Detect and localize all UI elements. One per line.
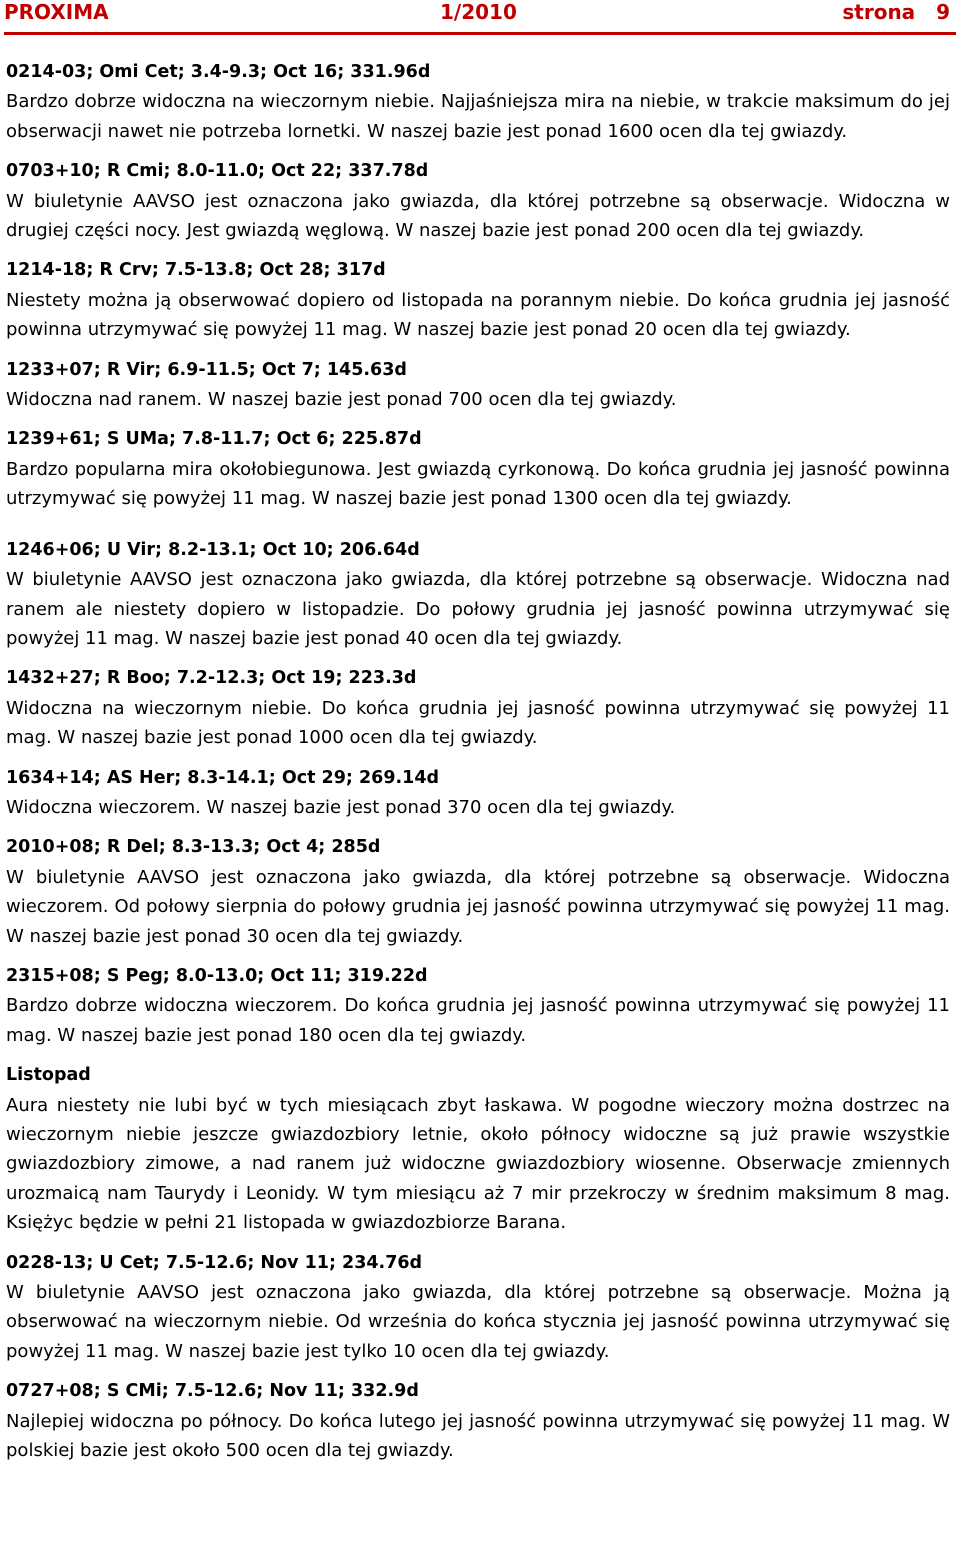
- star-entry: [6, 764, 950, 823]
- entry-text: Bardzo dobrze widoczna na wieczornym niebie. Najjaśniejsza mira na niebie, w trakcie maksimum do jej obserwacji nawet nie potrzeba lornetki. W naszej bazie jest ponad 1600 ocen dla tej gwiazdy.: [6, 91, 950, 142]
- entry-text: Bardzo popularna mira okołobiegunowa. Jest gwiazdą cyrkonową. Do końca grudnia jej jasność powinna utrzymywać się powyżej 11 mag. W naszej bazie jest ponad 1300 ocen dla tej gwiazdy.: [6, 458, 950, 510]
- section-heading: Listopad: [6, 1065, 91, 1086]
- entry-text: W biuletynie AAVSO jest oznaczona jako gwiazda, dla której potrzebne są obserwacje. Widoczna wieczorem. Od połowy sierpnia do połowy grudnia jej jasność powinna utrzymywać się powyżej 11 mag. W naszej bazie jest ponad 30 ocen dla tej gwiazdy.: [6, 866, 950, 947]
- section-text: Aura niestety nie lubi być w tych miesiącach zbyt łaskawa. W pogodne wieczory można dostrzec na wieczornym niebie jeszcze gwiazdozbiory letnie, około północy widoczne są już prawie wszystkie gwiazdozbiory zimowe, a nad ranem już widoczne gwiazdozbiory wiosenne. Obserwacje zmiennych urozmaicą nam Taurydy i Leonidy. W tym miesiącu aż 7 mir przekroczy w średnim maksimum 8 mag. Księżyc będzie w pełni 21 listopada w gwiazdozbiorze Barana.: [6, 1094, 950, 1234]
- star-entry: [6, 833, 950, 951]
- star-entry: [6, 58, 950, 146]
- star-entry: [6, 962, 950, 1050]
- entry-heading: 1233+07; R Vir; 6.9-11.5; Oct 7; 145.63d: [6, 359, 407, 380]
- entry-text: Widoczna wieczorem. W naszej bazie jest ponad 370 ocen dla tej gwiazdy.: [6, 796, 676, 818]
- entry-heading: 1214-18; R Crv; 7.5-13.8; Oct 28; 317d: [6, 260, 386, 281]
- entry-heading: 2010+08; R Del; 8.3-13.3; Oct 4; 285d: [6, 837, 381, 858]
- entry-heading: 1246+06; U Vir; 8.2-13.1; Oct 10; 206.64d: [6, 539, 420, 560]
- entry-text: Widoczna na wieczornym niebie. Do końca grudnia jej jasność powinna utrzymywać się powyżej 11 mag. W naszej bazie jest ponad 1000 ocen dla tej gwiazdy.: [6, 697, 950, 749]
- star-entry: [6, 536, 950, 654]
- entry-heading: 2315+08; S Peg; 8.0-13.0; Oct 11; 319.22d: [6, 965, 428, 986]
- article-body: [6, 58, 950, 1476]
- header-rule: [4, 32, 956, 35]
- entry-heading: 1239+61; S UMa; 7.8-11.7; Oct 6; 225.87d: [6, 429, 422, 450]
- entry-text: Najlepiej widoczna po północy. Do końca lutego jej jasność powinna utrzymywać się powyżej 11 mag. W polskiej bazie jest około 500 ocen dla tej gwiazdy.: [6, 1410, 950, 1462]
- entry-heading: 0214-03; Omi Cet; 3.4-9.3; Oct 16; 331.96d: [6, 62, 431, 82]
- star-entry: [6, 664, 950, 752]
- star-entry: [6, 256, 950, 344]
- entry-heading: 1432+27; R Boo; 7.2-12.3; Oct 19; 223.3d: [6, 668, 417, 689]
- page-label: strona: [842, 0, 916, 24]
- month-section: [6, 1061, 950, 1237]
- issue-number: 1/2010: [440, 0, 517, 24]
- entry-text: Bardzo dobrze widoczna wieczorem. Do końca grudnia jej jasność powinna utrzymywać się powyżej 11 mag. W naszej bazie jest ponad 180 ocen dla tej gwiazdy.: [6, 995, 950, 1046]
- star-entry: [6, 1249, 950, 1367]
- entry-heading: 0727+08; S CMi; 7.5-12.6; Nov 11; 332.9d: [6, 1381, 419, 1402]
- entry-text: Widoczna nad ranem. W naszej bazie jest ponad 700 ocen dla tej gwiazdy.: [6, 389, 677, 411]
- page-header: [0, 0, 960, 32]
- journal-title: PROXIMA: [4, 0, 109, 24]
- entry-text: W biuletynie AAVSO jest oznaczona jako gwiazda, dla której potrzebne są obserwacje. Widoczna nad ranem ale niestety dopiero w listopadzie. Do połowy grudnia jej jasność powinna utrzymywać się powyżej 11 mag. W naszej bazie jest ponad 40 ocen dla tej gwiazdy.: [6, 569, 950, 649]
- star-entry: [6, 425, 950, 513]
- star-entry: [6, 1377, 950, 1465]
- page-indicator: [842, 0, 950, 24]
- entry-heading: 1634+14; AS Her; 8.3-14.1; Oct 29; 269.14d: [6, 767, 440, 788]
- entry-heading: 0703+10; R Cmi; 8.0-11.0; Oct 22; 337.78d: [6, 161, 429, 182]
- star-entry: [6, 356, 950, 415]
- entry-heading: 0228-13; U Cet; 7.5-12.6; Nov 11; 234.76d: [6, 1252, 423, 1273]
- entry-text: W biuletynie AAVSO jest oznaczona jako gwiazda, dla której potrzebne są obserwacje. Widoczna w drugiej części nocy. Jest gwiazdą węglową. W naszej bazie jest ponad 200 ocen dla tej gwiazdy.: [6, 190, 950, 242]
- page-number: 9: [936, 0, 950, 24]
- entry-text: Niestety można ją obserwować dopiero od listopada na porannym niebie. Do końca grudnia jej jasność powinna utrzymywać się powyżej 11 mag. W naszej bazie jest ponad 20 ocen dla tej gwiazdy.: [6, 289, 950, 341]
- entry-text: W biuletynie AAVSO jest oznaczona jako gwiazda, dla której potrzebne są obserwacje. Można ją obserwować na wieczornym niebie. Od września do końca stycznia jej jasność powinna utrzymywać się powyżej 11 mag. W naszej bazie jest tylko 10 ocen dla tej gwiazdy.: [6, 1282, 950, 1362]
- star-entry: [6, 157, 950, 245]
